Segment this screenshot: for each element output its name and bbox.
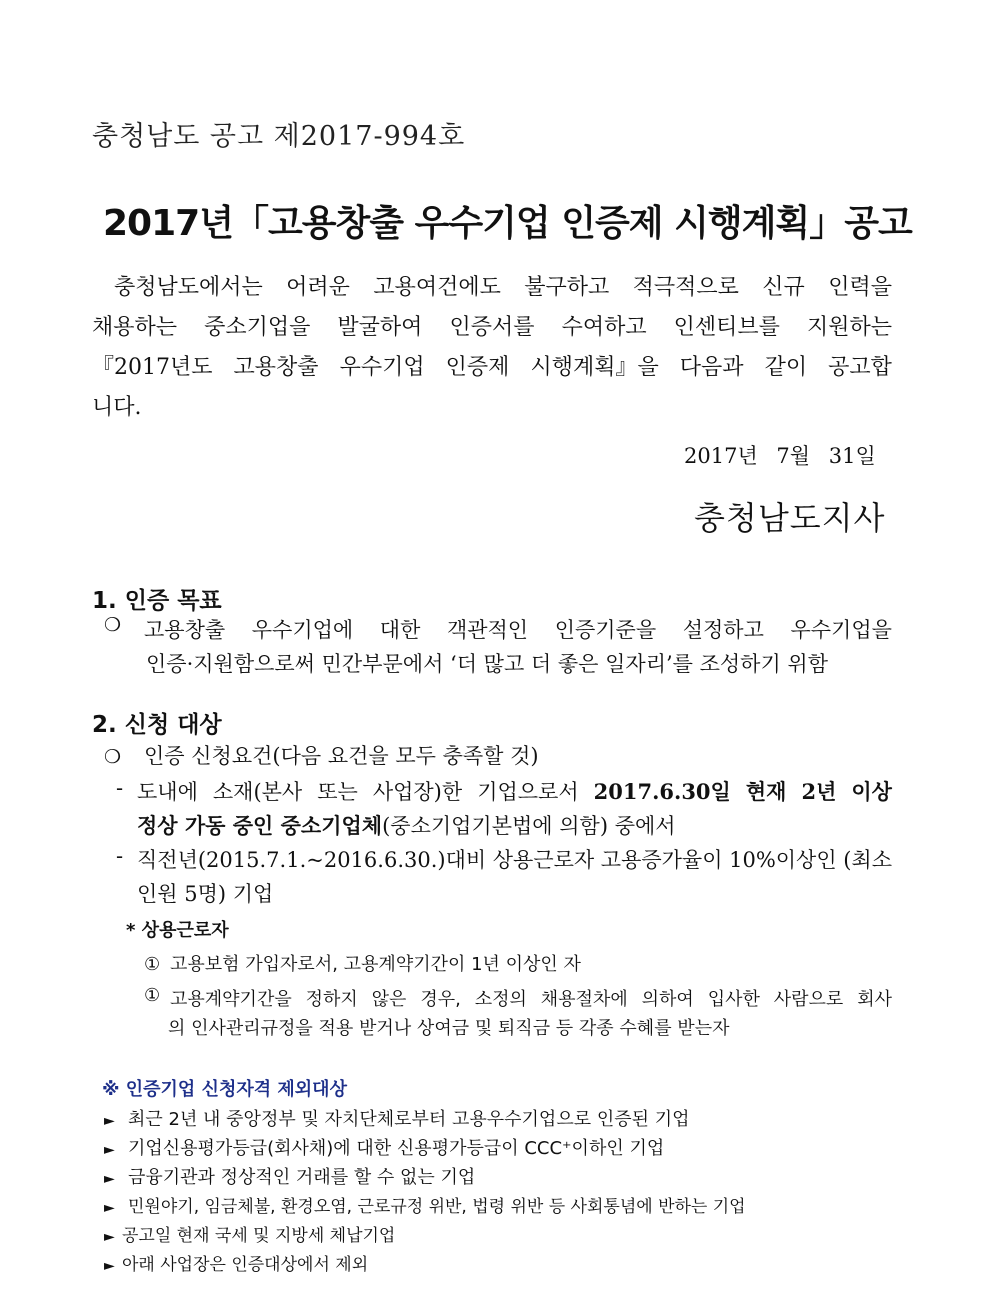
notice-number: 충청남도 공고 제2017-994호 (92, 121, 466, 152)
requirement-word: 고용증가율이 (600, 848, 723, 872)
exclusion-item-text: 금융기관과 정상적인 거래를 할 수 없는 기업 (128, 1167, 476, 1188)
intro-word: 채용하는 (92, 315, 178, 340)
triangle-bullet-icon: ► (104, 1258, 115, 1274)
note-heading: * 상용근로자 (126, 920, 229, 941)
requirement-word: 또는 (317, 780, 358, 804)
triangle-bullet-icon: ► (104, 1200, 115, 1216)
exclusion-heading: ※ 인증기업 신청자격 제외대상 (102, 1079, 347, 1100)
section2-bullet-text: 인증 신청요건(다음 요건을 모두 충족할 것) (144, 744, 539, 768)
triangle-bullet-icon: ► (104, 1113, 115, 1129)
intro-word: 다음과 (679, 355, 744, 380)
note-word: 정하지 (305, 989, 358, 1010)
exclusion-item (104, 1221, 395, 1246)
intro-word: 지원하는 (806, 315, 892, 340)
intro-line (92, 308, 892, 348)
note-word: 채용절차에 (540, 989, 628, 1010)
intro-word: 중소기업을 (204, 315, 311, 340)
section1-line2: 인증·지원함으로써 민간부문에서 ‘더 많고 더 좋은 일자리’를 조성하기 위함 (146, 652, 829, 676)
intro-word: 불구하고 (524, 275, 610, 300)
requirement-word: 이상 (851, 779, 892, 804)
requirement-word: 상용근로자 (492, 848, 595, 872)
intro-word: 우수기업 (339, 355, 425, 380)
note-item1 (144, 950, 581, 976)
requirement-word: 사업장)한 (372, 780, 463, 804)
exclusion-item-text: 최근 2년 내 중앙정부 및 자치단체로부터 고용우수기업으로 인증된 기업 (128, 1109, 690, 1130)
requirement-text: (중소기업기본법에 의함) 중에서 (382, 814, 676, 838)
intro-word: 『2017년도 (92, 355, 213, 380)
note-word: 소정의 (474, 989, 527, 1010)
notice-date: 2017년 7월 31일 (684, 444, 876, 468)
note-word: 입사한 (707, 989, 760, 1010)
requirement1-line2 (137, 810, 676, 840)
intro-word: 신규 (762, 275, 805, 300)
triangle-bullet-icon: ► (104, 1142, 115, 1158)
section1-word: 우수기업에 (251, 618, 354, 642)
requirement-word: 현재 (745, 779, 787, 804)
section1-word: 설정하고 (682, 618, 764, 642)
requirement-bold-text: 정상 가동 중인 중소기업체 (137, 813, 383, 838)
intro-word: 같이 (764, 355, 808, 380)
exclusion-item (104, 1163, 475, 1189)
requirement-word: 기업으로서 (477, 780, 579, 804)
section1-word: 우수기업을 (790, 618, 892, 642)
document-title: 2017년「고용창출 우수기업 인증제 시행계획」공고 (103, 203, 912, 244)
exclusion-item-text: 공고일 현재 국세 및 지방세 체납기업 (122, 1226, 396, 1246)
circle-bullet-icon: ❍ (104, 746, 122, 768)
exclusion-item (104, 1250, 368, 1275)
intro-paragraph (92, 268, 892, 428)
circled-number-marker: ① (144, 954, 161, 975)
intro-word: 수여하고 (561, 315, 647, 340)
requirement2-line2: 인원 5명) 기업 (137, 882, 274, 906)
circled-number-marker: ① (144, 985, 161, 1006)
section1-word: 객관적인 (446, 618, 529, 642)
note-word: 않은 (371, 989, 407, 1010)
intro-word: 인센티브를 (673, 315, 780, 340)
section2-bullet (104, 740, 539, 770)
exclusion-item-text: 아래 사업장은 인증대상에서 제외 (122, 1255, 369, 1275)
requirement-word: 10%이상인 (729, 848, 837, 872)
note-word: 회사 (857, 989, 892, 1010)
note-item-text: 고용보험 가입자로서, 고용계약기간이 1년 이상인 자 (170, 954, 581, 975)
issuing-organization: 충청남도지사 (694, 499, 886, 537)
intro-word: 발굴하여 (337, 315, 423, 340)
intro-word: 공고합 (828, 355, 892, 380)
triangle-bullet-icon: ► (104, 1229, 115, 1245)
exclusion-item (104, 1192, 746, 1217)
requirement1-line1 (116, 776, 892, 806)
dash-marker: - (116, 844, 124, 868)
requirement-word: 2년 (801, 779, 837, 804)
requirement2-line1 (116, 844, 892, 874)
circle-bullet-icon: ❍ (104, 614, 122, 636)
intro-word: 고용여건에도 (373, 275, 501, 300)
note-item2-line2: 의 인사관리규정을 적용 받거나 상여금 및 퇴직금 등 각종 수혜를 받는자 (168, 1018, 730, 1039)
section1-word: 인증기준을 (554, 618, 657, 642)
intro-word: 적극적으로 (632, 275, 739, 300)
exclusion-item (104, 1134, 664, 1160)
intro-word: 니다. (92, 395, 142, 420)
intro-word: 충청남도에서는 (114, 275, 263, 300)
intro-word: 시행계획』을 (530, 355, 659, 380)
dash-marker: - (116, 776, 124, 800)
intro-line (92, 388, 892, 428)
requirement-word: (최소 (843, 848, 892, 872)
section1-line1 (104, 614, 892, 644)
section1-word: 고용창출 (144, 618, 226, 642)
note-word: 고용계약기간을 (170, 989, 292, 1010)
note-word: 경우, (420, 989, 461, 1010)
note-item2-line1 (144, 985, 892, 1011)
intro-line (92, 268, 892, 308)
triangle-bullet-icon: ► (104, 1171, 115, 1187)
requirement-word: 직전년(2015.7.1.~2016.6.30.)대비 (137, 848, 487, 872)
note-word: 사람으로 (773, 989, 844, 1010)
section2-heading: 2. 신청 대상 (92, 712, 222, 738)
intro-word: 인증제 (445, 355, 510, 380)
exclusion-item (104, 1105, 689, 1131)
requirement-word: 도내에 (137, 780, 198, 804)
note-word: 의하여 (641, 989, 694, 1010)
requirement-word: 소재(본사 (212, 780, 303, 804)
requirement-word: 2017.6.30일 (593, 779, 731, 804)
intro-word: 인증서를 (449, 315, 535, 340)
exclusion-item-text: 기업신용평가등급(회사채)에 대한 신용평가등급이 CCC⁺이하인 기업 (128, 1138, 665, 1159)
intro-word: 어려운 (286, 275, 350, 300)
exclusion-item-text: 민원야기, 임금체불, 환경오염, 근로규정 위반, 법령 위반 등 사회통념에 반하는 기업 (128, 1197, 746, 1217)
section1-word: 대한 (379, 618, 421, 642)
section1-heading: 1. 인증 목표 (92, 588, 222, 614)
intro-line (92, 348, 892, 388)
intro-word: 인력을 (828, 275, 892, 300)
intro-word: 고용창출 (233, 355, 319, 380)
